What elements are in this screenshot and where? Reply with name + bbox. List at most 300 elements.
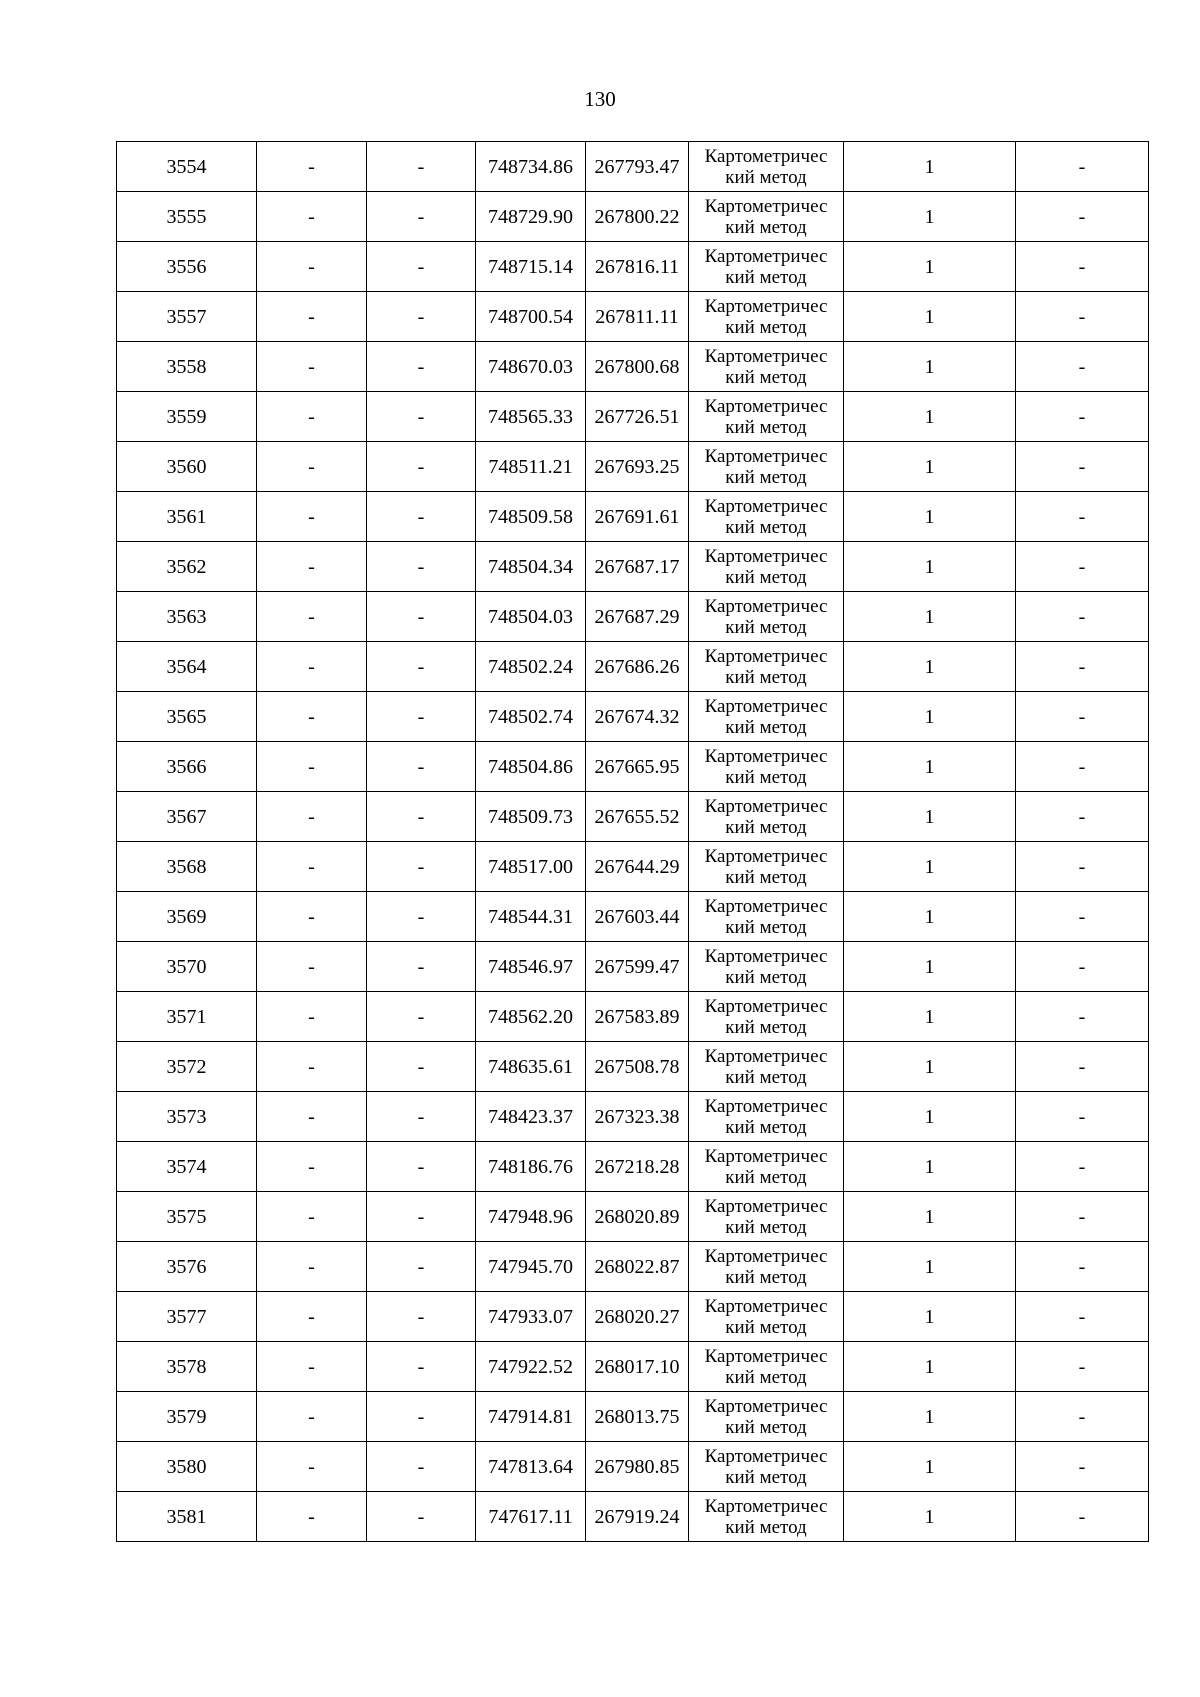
empty-cell: - xyxy=(257,242,367,292)
accuracy-cell: 1 xyxy=(844,792,1016,842)
method-text-line: Картометричес xyxy=(704,995,828,1017)
method-text-line: кий метод xyxy=(725,816,807,838)
x-coordinate-cell: 748511.21 xyxy=(476,442,586,492)
accuracy-cell: 1 xyxy=(844,592,1016,642)
method-cell xyxy=(689,942,844,992)
empty-cell: - xyxy=(257,292,367,342)
empty-cell: - xyxy=(1016,492,1149,542)
empty-cell: - xyxy=(257,1292,367,1342)
method-text-line: кий метод xyxy=(725,566,807,588)
x-coordinate-cell: 747813.64 xyxy=(476,1442,586,1492)
empty-cell: - xyxy=(257,992,367,1042)
table-row xyxy=(117,342,1149,392)
table-row xyxy=(117,992,1149,1042)
empty-cell: - xyxy=(1016,1492,1149,1542)
y-coordinate-cell: 267218.28 xyxy=(586,1142,689,1192)
accuracy-cell: 1 xyxy=(844,992,1016,1042)
method-text-line: кий метод xyxy=(725,516,807,538)
x-coordinate-cell: 748565.33 xyxy=(476,392,586,442)
x-coordinate-cell: 747922.52 xyxy=(476,1342,586,1392)
accuracy-cell: 1 xyxy=(844,1492,1016,1542)
point-number-cell: 3574 xyxy=(117,1142,257,1192)
empty-cell: - xyxy=(367,1292,476,1342)
method-text-line: кий метод xyxy=(725,1416,807,1438)
table-row xyxy=(117,1392,1149,1442)
table-row xyxy=(117,842,1149,892)
y-coordinate-cell: 268022.87 xyxy=(586,1242,689,1292)
empty-cell: - xyxy=(257,442,367,492)
empty-cell: - xyxy=(257,592,367,642)
method-text-line: кий метод xyxy=(725,166,807,188)
empty-cell: - xyxy=(367,1192,476,1242)
method-text-line: Картометричес xyxy=(704,595,828,617)
point-number-cell: 3568 xyxy=(117,842,257,892)
method-cell xyxy=(689,1492,844,1542)
y-coordinate-cell: 267644.29 xyxy=(586,842,689,892)
empty-cell: - xyxy=(367,892,476,942)
x-coordinate-cell: 748562.20 xyxy=(476,992,586,1042)
point-number-cell: 3563 xyxy=(117,592,257,642)
x-coordinate-cell: 748546.97 xyxy=(476,942,586,992)
method-cell xyxy=(689,242,844,292)
accuracy-cell: 1 xyxy=(844,242,1016,292)
accuracy-cell: 1 xyxy=(844,492,1016,542)
point-number-cell: 3578 xyxy=(117,1342,257,1392)
method-text-line: Картометричес xyxy=(704,1145,828,1167)
y-coordinate-cell: 267793.47 xyxy=(586,142,689,192)
method-text-line: кий метод xyxy=(725,316,807,338)
method-text-line: кий метод xyxy=(725,216,807,238)
table-row xyxy=(117,792,1149,842)
empty-cell: - xyxy=(257,142,367,192)
empty-cell: - xyxy=(1016,1142,1149,1192)
point-number-cell: 3567 xyxy=(117,792,257,842)
y-coordinate-cell: 268013.75 xyxy=(586,1392,689,1442)
method-text-line: кий метод xyxy=(725,266,807,288)
y-coordinate-cell: 267687.29 xyxy=(586,592,689,642)
empty-cell: - xyxy=(257,1442,367,1492)
method-text-line: Картометричес xyxy=(704,395,828,417)
method-cell xyxy=(689,1242,844,1292)
empty-cell: - xyxy=(367,842,476,892)
method-text-line: Картометричес xyxy=(704,945,828,967)
accuracy-cell: 1 xyxy=(844,1092,1016,1142)
empty-cell: - xyxy=(257,1242,367,1292)
point-number-cell: 3560 xyxy=(117,442,257,492)
empty-cell: - xyxy=(367,1442,476,1492)
y-coordinate-cell: 267686.26 xyxy=(586,642,689,692)
empty-cell: - xyxy=(367,692,476,742)
method-text-line: кий метод xyxy=(725,1516,807,1538)
y-coordinate-cell: 267691.61 xyxy=(586,492,689,542)
empty-cell: - xyxy=(257,1392,367,1442)
point-number-cell: 3561 xyxy=(117,492,257,542)
method-text-line: Картометричес xyxy=(704,1495,828,1517)
empty-cell: - xyxy=(257,842,367,892)
empty-cell: - xyxy=(367,1242,476,1292)
x-coordinate-cell: 748729.90 xyxy=(476,192,586,242)
method-text-line: Картометричес xyxy=(704,145,828,167)
x-coordinate-cell: 747933.07 xyxy=(476,1292,586,1342)
accuracy-cell: 1 xyxy=(844,142,1016,192)
x-coordinate-cell: 748504.86 xyxy=(476,742,586,792)
coordinates-table xyxy=(116,141,1149,1542)
table-row xyxy=(117,1192,1149,1242)
empty-cell: - xyxy=(1016,1092,1149,1142)
empty-cell: - xyxy=(1016,392,1149,442)
table-row xyxy=(117,242,1149,292)
empty-cell: - xyxy=(367,1092,476,1142)
x-coordinate-cell: 747945.70 xyxy=(476,1242,586,1292)
method-text-line: Картометричес xyxy=(704,545,828,567)
table-row xyxy=(117,1442,1149,1492)
empty-cell: - xyxy=(257,1342,367,1392)
method-text-line: кий метод xyxy=(725,866,807,888)
empty-cell: - xyxy=(1016,942,1149,992)
x-coordinate-cell: 748502.74 xyxy=(476,692,586,742)
method-cell xyxy=(689,642,844,692)
accuracy-cell: 1 xyxy=(844,192,1016,242)
x-coordinate-cell: 748504.03 xyxy=(476,592,586,642)
y-coordinate-cell: 268017.10 xyxy=(586,1342,689,1392)
y-coordinate-cell: 267655.52 xyxy=(586,792,689,842)
point-number-cell: 3566 xyxy=(117,742,257,792)
accuracy-cell: 1 xyxy=(844,1342,1016,1392)
empty-cell: - xyxy=(1016,1042,1149,1092)
point-number-cell: 3573 xyxy=(117,1092,257,1142)
empty-cell: - xyxy=(257,892,367,942)
empty-cell: - xyxy=(367,292,476,342)
x-coordinate-cell: 748517.00 xyxy=(476,842,586,892)
method-text-line: Картометричес xyxy=(704,295,828,317)
accuracy-cell: 1 xyxy=(844,1142,1016,1192)
y-coordinate-cell: 267816.11 xyxy=(586,242,689,292)
method-cell xyxy=(689,792,844,842)
empty-cell: - xyxy=(1016,992,1149,1042)
method-cell xyxy=(689,392,844,442)
empty-cell: - xyxy=(1016,142,1149,192)
method-text-line: кий метод xyxy=(725,466,807,488)
table-row xyxy=(117,1492,1149,1542)
method-cell xyxy=(689,192,844,242)
y-coordinate-cell: 267508.78 xyxy=(586,1042,689,1092)
point-number-cell: 3581 xyxy=(117,1492,257,1542)
method-text-line: кий метод xyxy=(725,916,807,938)
method-cell xyxy=(689,1442,844,1492)
method-cell xyxy=(689,442,844,492)
empty-cell: - xyxy=(1016,692,1149,742)
method-text-line: кий метод xyxy=(725,1016,807,1038)
empty-cell: - xyxy=(257,742,367,792)
table-row xyxy=(117,142,1149,192)
table-row xyxy=(117,492,1149,542)
point-number-cell: 3558 xyxy=(117,342,257,392)
table-row xyxy=(117,1042,1149,1092)
accuracy-cell: 1 xyxy=(844,292,1016,342)
page-number: 130 xyxy=(584,87,616,111)
y-coordinate-cell: 267687.17 xyxy=(586,542,689,592)
point-number-cell: 3554 xyxy=(117,142,257,192)
y-coordinate-cell: 267811.11 xyxy=(586,292,689,342)
empty-cell: - xyxy=(367,442,476,492)
empty-cell: - xyxy=(367,492,476,542)
empty-cell: - xyxy=(367,942,476,992)
x-coordinate-cell: 748502.24 xyxy=(476,642,586,692)
table-row xyxy=(117,292,1149,342)
x-coordinate-cell: 747948.96 xyxy=(476,1192,586,1242)
empty-cell: - xyxy=(1016,442,1149,492)
method-text-line: кий метод xyxy=(725,1266,807,1288)
table-row xyxy=(117,392,1149,442)
table-row xyxy=(117,442,1149,492)
method-cell xyxy=(689,1042,844,1092)
method-cell xyxy=(689,1342,844,1392)
x-coordinate-cell: 748715.14 xyxy=(476,242,586,292)
empty-cell: - xyxy=(257,1092,367,1142)
empty-cell: - xyxy=(367,1492,476,1542)
empty-cell: - xyxy=(1016,742,1149,792)
x-coordinate-cell: 748544.31 xyxy=(476,892,586,942)
point-number-cell: 3565 xyxy=(117,692,257,742)
empty-cell: - xyxy=(1016,1392,1149,1442)
table-row xyxy=(117,592,1149,642)
method-text-line: Картометричес xyxy=(704,445,828,467)
y-coordinate-cell: 267599.47 xyxy=(586,942,689,992)
method-text-line: Картометричес xyxy=(704,195,828,217)
y-coordinate-cell: 268020.89 xyxy=(586,1192,689,1242)
empty-cell: - xyxy=(257,1142,367,1192)
method-text-line: кий метод xyxy=(725,1366,807,1388)
point-number-cell: 3555 xyxy=(117,192,257,242)
method-text-line: Картометричес xyxy=(704,645,828,667)
method-cell xyxy=(689,1092,844,1142)
y-coordinate-cell: 267980.85 xyxy=(586,1442,689,1492)
empty-cell: - xyxy=(1016,1292,1149,1342)
method-cell xyxy=(689,342,844,392)
empty-cell: - xyxy=(257,642,367,692)
empty-cell: - xyxy=(367,1342,476,1392)
method-text-line: Картометричес xyxy=(704,1395,828,1417)
method-text-line: Картометричес xyxy=(704,1445,828,1467)
empty-cell: - xyxy=(257,1192,367,1242)
accuracy-cell: 1 xyxy=(844,1242,1016,1292)
empty-cell: - xyxy=(367,742,476,792)
empty-cell: - xyxy=(257,492,367,542)
empty-cell: - xyxy=(367,142,476,192)
table-row xyxy=(117,692,1149,742)
x-coordinate-cell: 748635.61 xyxy=(476,1042,586,1092)
method-text-line: Картометричес xyxy=(704,495,828,517)
point-number-cell: 3559 xyxy=(117,392,257,442)
accuracy-cell: 1 xyxy=(844,942,1016,992)
empty-cell: - xyxy=(257,342,367,392)
method-text-line: кий метод xyxy=(725,416,807,438)
x-coordinate-cell: 748700.54 xyxy=(476,292,586,342)
accuracy-cell: 1 xyxy=(844,442,1016,492)
method-text-line: кий метод xyxy=(725,1066,807,1088)
accuracy-cell: 1 xyxy=(844,1292,1016,1342)
y-coordinate-cell: 267665.95 xyxy=(586,742,689,792)
empty-cell: - xyxy=(257,392,367,442)
empty-cell: - xyxy=(367,1392,476,1442)
x-coordinate-cell: 748509.73 xyxy=(476,792,586,842)
point-number-cell: 3572 xyxy=(117,1042,257,1092)
empty-cell: - xyxy=(367,342,476,392)
accuracy-cell: 1 xyxy=(844,842,1016,892)
accuracy-cell: 1 xyxy=(844,542,1016,592)
method-cell xyxy=(689,1292,844,1342)
empty-cell: - xyxy=(257,942,367,992)
method-text-line: Картометричес xyxy=(704,1095,828,1117)
x-coordinate-cell: 748734.86 xyxy=(476,142,586,192)
y-coordinate-cell: 267919.24 xyxy=(586,1492,689,1542)
empty-cell: - xyxy=(1016,292,1149,342)
table-row xyxy=(117,1142,1149,1192)
empty-cell: - xyxy=(367,192,476,242)
method-cell xyxy=(689,492,844,542)
y-coordinate-cell: 267583.89 xyxy=(586,992,689,1042)
table-body xyxy=(117,142,1149,1542)
y-coordinate-cell: 267603.44 xyxy=(586,892,689,942)
accuracy-cell: 1 xyxy=(844,642,1016,692)
x-coordinate-cell: 748504.34 xyxy=(476,542,586,592)
empty-cell: - xyxy=(1016,892,1149,942)
empty-cell: - xyxy=(257,1042,367,1092)
method-cell xyxy=(689,542,844,592)
method-text-line: кий метод xyxy=(725,966,807,988)
empty-cell: - xyxy=(1016,1242,1149,1292)
table-row xyxy=(117,1242,1149,1292)
accuracy-cell: 1 xyxy=(844,892,1016,942)
empty-cell: - xyxy=(367,792,476,842)
method-text-line: Картометричес xyxy=(704,745,828,767)
method-cell xyxy=(689,742,844,792)
y-coordinate-cell: 267800.22 xyxy=(586,192,689,242)
method-cell xyxy=(689,992,844,1042)
table-row xyxy=(117,742,1149,792)
empty-cell: - xyxy=(1016,1342,1149,1392)
empty-cell: - xyxy=(1016,642,1149,692)
method-text-line: кий метод xyxy=(725,1116,807,1138)
point-number-cell: 3571 xyxy=(117,992,257,1042)
method-text-line: кий метод xyxy=(725,1316,807,1338)
accuracy-cell: 1 xyxy=(844,1192,1016,1242)
method-text-line: кий метод xyxy=(725,366,807,388)
table-row xyxy=(117,892,1149,942)
empty-cell: - xyxy=(257,192,367,242)
method-cell xyxy=(689,1392,844,1442)
empty-cell: - xyxy=(257,542,367,592)
accuracy-cell: 1 xyxy=(844,342,1016,392)
point-number-cell: 3562 xyxy=(117,542,257,592)
table-row xyxy=(117,192,1149,242)
empty-cell: - xyxy=(1016,842,1149,892)
empty-cell: - xyxy=(1016,592,1149,642)
method-text-line: Картометричес xyxy=(704,345,828,367)
empty-cell: - xyxy=(367,992,476,1042)
x-coordinate-cell: 748509.58 xyxy=(476,492,586,542)
table-row xyxy=(117,642,1149,692)
y-coordinate-cell: 268020.27 xyxy=(586,1292,689,1342)
empty-cell: - xyxy=(367,592,476,642)
point-number-cell: 3576 xyxy=(117,1242,257,1292)
table-row xyxy=(117,1292,1149,1342)
y-coordinate-cell: 267693.25 xyxy=(586,442,689,492)
method-cell xyxy=(689,892,844,942)
table-row xyxy=(117,542,1149,592)
accuracy-cell: 1 xyxy=(844,1442,1016,1492)
empty-cell: - xyxy=(1016,1442,1149,1492)
accuracy-cell: 1 xyxy=(844,742,1016,792)
empty-cell: - xyxy=(367,1142,476,1192)
table-row xyxy=(117,1342,1149,1392)
method-text-line: Картометричес xyxy=(704,245,828,267)
method-text-line: Картометричес xyxy=(704,1345,828,1367)
method-text-line: Картометричес xyxy=(704,845,828,867)
empty-cell: - xyxy=(1016,792,1149,842)
method-text-line: кий метод xyxy=(725,766,807,788)
point-number-cell: 3577 xyxy=(117,1292,257,1342)
method-cell xyxy=(689,592,844,642)
empty-cell: - xyxy=(367,392,476,442)
method-text-line: Картометричес xyxy=(704,1295,828,1317)
empty-cell: - xyxy=(257,1492,367,1542)
point-number-cell: 3569 xyxy=(117,892,257,942)
accuracy-cell: 1 xyxy=(844,1042,1016,1092)
y-coordinate-cell: 267726.51 xyxy=(586,392,689,442)
method-text-line: Картометричес xyxy=(704,1245,828,1267)
y-coordinate-cell: 267323.38 xyxy=(586,1092,689,1142)
accuracy-cell: 1 xyxy=(844,392,1016,442)
method-text-line: кий метод xyxy=(725,716,807,738)
accuracy-cell: 1 xyxy=(844,1392,1016,1442)
empty-cell: - xyxy=(1016,192,1149,242)
point-number-cell: 3579 xyxy=(117,1392,257,1442)
point-number-cell: 3570 xyxy=(117,942,257,992)
method-text-line: Картометричес xyxy=(704,895,828,917)
empty-cell: - xyxy=(367,242,476,292)
point-number-cell: 3556 xyxy=(117,242,257,292)
empty-cell: - xyxy=(257,792,367,842)
x-coordinate-cell: 747617.11 xyxy=(476,1492,586,1542)
empty-cell: - xyxy=(367,1042,476,1092)
empty-cell: - xyxy=(1016,542,1149,592)
point-number-cell: 3575 xyxy=(117,1192,257,1242)
method-text-line: кий метод xyxy=(725,616,807,638)
method-text-line: кий метод xyxy=(725,1166,807,1188)
method-cell xyxy=(689,292,844,342)
table-row xyxy=(117,1092,1149,1142)
y-coordinate-cell: 267800.68 xyxy=(586,342,689,392)
empty-cell: - xyxy=(367,642,476,692)
method-cell xyxy=(689,692,844,742)
accuracy-cell: 1 xyxy=(844,692,1016,742)
point-number-cell: 3580 xyxy=(117,1442,257,1492)
y-coordinate-cell: 267674.32 xyxy=(586,692,689,742)
method-text-line: кий метод xyxy=(725,1216,807,1238)
method-text-line: Картометричес xyxy=(704,1045,828,1067)
x-coordinate-cell: 748423.37 xyxy=(476,1092,586,1142)
method-text-line: Картометричес xyxy=(704,695,828,717)
point-number-cell: 3564 xyxy=(117,642,257,692)
x-coordinate-cell: 748186.76 xyxy=(476,1142,586,1192)
method-cell xyxy=(689,142,844,192)
empty-cell: - xyxy=(1016,242,1149,292)
x-coordinate-cell: 747914.81 xyxy=(476,1392,586,1442)
method-cell xyxy=(689,1142,844,1192)
method-text-line: кий метод xyxy=(725,666,807,688)
method-text-line: Картометричес xyxy=(704,795,828,817)
